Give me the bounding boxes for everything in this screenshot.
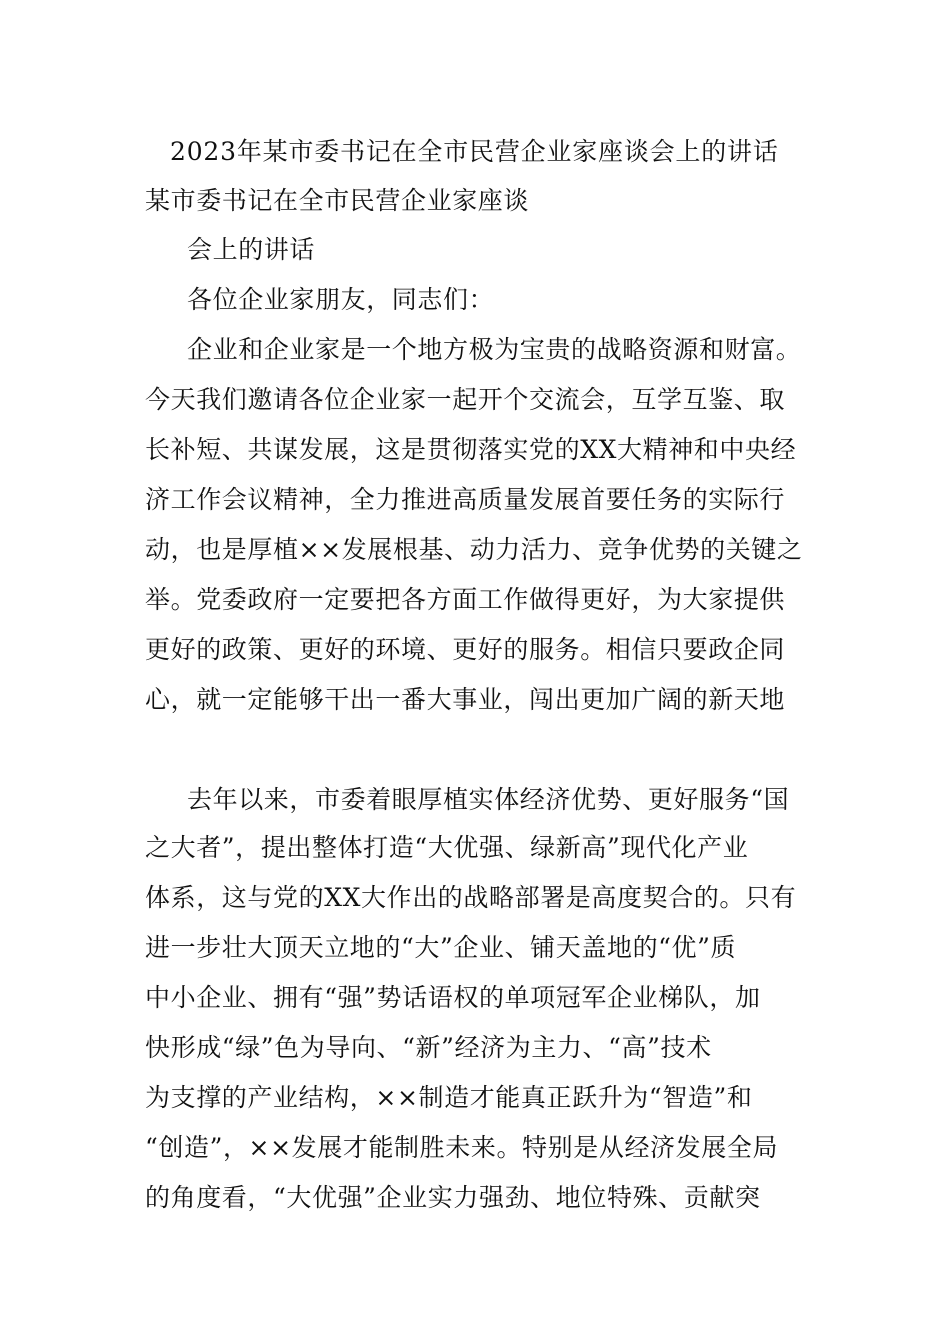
paragraph-1-line: 今天我们邀请各位企业家一起开个交流会，互学互鉴、取 <box>145 385 786 414</box>
paragraph-2-line: 体系，这与党的XX大作出的战略部署是高度契合的。只有 <box>145 883 797 912</box>
paragraph-1-line: 济工作会议精神，全力推进高质量发展首要任务的实际行 <box>145 485 786 514</box>
title-line-2: 某市委书记在全市民营企业家座谈 <box>145 186 530 215</box>
paragraph-1-line: 更好的政策、更好的环境、更好的服务。相信只要政企同 <box>145 635 786 664</box>
paragraph-1-line: 长补短、共谋发展，这是贯彻落实党的XX大精神和中央经 <box>145 435 797 464</box>
paragraph-2-line: 为支撑的产业结构，××制造才能真正跃升为“智造”和 <box>145 1083 753 1112</box>
title-line-3: 会上的讲话 <box>187 235 316 264</box>
paragraph-2-line: “创造”，××发展才能制胜未来。特别是从经济发展全局 <box>145 1133 779 1162</box>
title-line-1: 2023年某市委书记在全市民营企业家座谈会上的讲话 <box>170 137 779 166</box>
paragraph-2-line: 中小企业、拥有“强”势话语权的单项冠军企业梯队，加 <box>145 983 761 1012</box>
paragraph-1-line: 企业和企业家是一个地方极为宝贵的战略资源和财富。 <box>187 335 802 364</box>
paragraph-2-line: 快形成“绿”色为导向、“新”经济为主力、“高”技术 <box>145 1033 712 1062</box>
paragraph-2-line: 之大者”，提出整体打造“大优强、绿新高”现代化产业 <box>145 833 749 862</box>
paragraph-1-line: 动，也是厚植××发展根基、动力活力、竞争优势的关键之 <box>145 535 803 564</box>
salutation: 各位企业家朋友，同志们： <box>187 285 495 314</box>
paragraph-1-line: 举。党委政府一定要把各方面工作做得更好，为大家提供 <box>145 585 786 614</box>
paragraph-2-line: 的角度看，“大优强”企业实力强劲、地位特殊、贡献突 <box>145 1183 761 1212</box>
paragraph-1-line: 心，就一定能够干出一番大事业，闯出更加广阔的新天地 <box>145 685 786 714</box>
paragraph-2-line: 去年以来，市委着眼厚植实体经济优势、更好服务“国 <box>187 785 790 814</box>
paragraph-2-line: 进一步壮大顶天立地的“大”企业、铺天盖地的“优”质 <box>145 933 737 962</box>
